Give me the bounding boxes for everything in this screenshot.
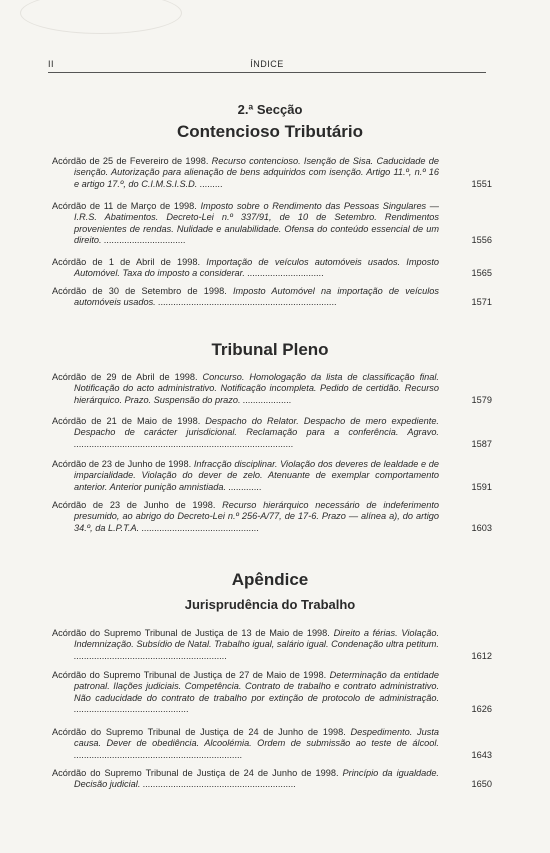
entry-page: 1571 [471,297,492,308]
entry-lead: Acórdão do Supremo Tribunal de Justiça de 24 de Junho de 1998. [52,768,339,778]
toc-entry[interactable] [52,372,492,406]
section-title-apendice: Apêndice [231,570,309,589]
entry-page: 1591 [471,481,492,492]
entry-description: Infracção disciplinar. Violação dos deveres de lealdade e de imparcialidade. Violação do dever de zelo. Atenuante de exemplar comportamento anterior. Anterior punição amnistiada. ............. [74,459,439,492]
entry-description: Despedimento. Justa causa. Dever de obediência. Alcoolémia. Ordem de submissão ao teste de álcool. .................................................................. [74,727,439,760]
entry-page: 1643 [471,749,492,760]
running-title: ÍNDICE [250,59,284,69]
toc-entry[interactable] [52,628,492,662]
entry-page: 1579 [471,394,492,405]
section-title-contencioso: Contencioso Tributário [176,122,364,141]
entry-lead: Acórdão de 21 de Maio de 1998. [52,416,201,426]
entry-lead: Acórdão do Supremo Tribunal de Justiça de 24 de Junho de 1998. [52,727,346,737]
entry-lead: Acórdão do Supremo Tribunal de Justiça de 27 de Maio de 1998. [52,670,327,680]
entry-description: Direito a férias. Violação. Indemnização. Subsídio de Natal. Trabalho igual, salário igual. Condenação ultra petitum. ............................................................ [74,628,439,661]
entry-description: Despacho do Relator. Despacho de mero expediente. Despacho de carácter jurisdicional. Reclamação para a conferência. Agravo. ...................................................................................... [74,416,439,449]
entry-page: 1612 [471,650,492,661]
entry-page: 1603 [471,522,492,533]
running-header [48,58,486,73]
entry-lead: Acórdão de 25 de Fevereiro de 1998. [52,156,209,166]
entry-description: Concurso. Homologação da lista de classificação final. Notificação do acto administrativo. Notificação incompleta. Pedido de certidão. Recurso hierárquico. Prazo. Suspensão do prazo. ................... [74,372,439,405]
entry-lead: Acórdão de 1 de Abril de 1998. [52,257,201,267]
toc-entry[interactable] [52,768,492,791]
toc-entry[interactable] [52,156,492,190]
entry-description: Determinação da entidade patronal. Ilações judiciais. Competência. Contrato de trabalho e contrato administrativo. Não caducidade do contrato de trabalho por extinção de protocolo de administração. ............................................. [74,670,439,715]
entry-description: Princípio da igualdade. Decisão judicial. ............................................................ [74,768,439,790]
toc-entry[interactable] [52,201,492,247]
entry-lead: Acórdão de 29 de Abril de 1998. [52,372,198,382]
toc-entry[interactable] [52,670,492,716]
entry-page: 1626 [471,704,492,715]
toc-entry[interactable] [52,257,492,280]
entry-page: 1650 [471,779,492,790]
toc-entry[interactable] [52,459,492,493]
entry-lead: Acórdão de 11 de Março de 1998. [52,201,197,211]
entry-lead: Acórdão de 30 de Setembro de 1998. [52,286,227,296]
toc-entry[interactable] [52,286,492,309]
section-title-tribunal-pleno: Tribunal Pleno [211,340,329,359]
entry-description: Recurso contencioso. Isenção de Sisa. Caducidade de isenção. Autorização para alienação de bens adquiridos com isenção. Artigo 11.º, n.º 16 e artigo 17.º, do C.I.M.S.I.S.D. ......... [74,156,439,189]
entry-description: Recurso hierárquico necessário de indeferimento presumido, ao abrigo do Decreto-Lei n.º 256-A/77, de 17-6. Prazo — alínea a), do artigo 34.º, da L.P.T.A. .............................................. [74,500,439,533]
entry-lead: Acórdão de 23 de Junho de 1998. [52,459,192,469]
toc-entry[interactable] [52,727,492,761]
faded-stamp [20,0,182,34]
entry-lead: Acórdão do Supremo Tribunal de Justiça de 13 de Maio de 1998. [52,628,330,638]
page-number: II [48,59,55,69]
entry-description: Imposto Automóvel na importação de veículos automóveis usados. ...................................................................... [74,286,439,308]
entry-description: Imposto sobre o Rendimento das Pessoas Singulares — I.R.S. Abatimentos. Decreto-Lei n.º 337/91, de 10 de Setembro. Rendimentos provenientes de rendas. Nulidade e anulabilidade. Ofensa do conteúdo essencial de um direito. ................................ [74,201,439,246]
entry-page: 1551 [471,178,492,189]
entry-lead: Acórdão de 23 de Junho de 1998. [52,500,216,510]
entry-page: 1556 [471,235,492,246]
entry-page: 1565 [471,268,492,279]
entry-description: Importação de veículos automóveis usados. Imposto Automóvel. Taxa do imposto a considerar. .............................. [74,257,439,279]
section-subtitle-jurisprudencia: Jurisprudência do Trabalho [184,597,356,612]
toc-entry[interactable] [52,416,492,450]
entry-page: 1587 [471,438,492,449]
toc-entry[interactable] [52,500,492,534]
section-label: 2.ª Secção [237,102,303,117]
